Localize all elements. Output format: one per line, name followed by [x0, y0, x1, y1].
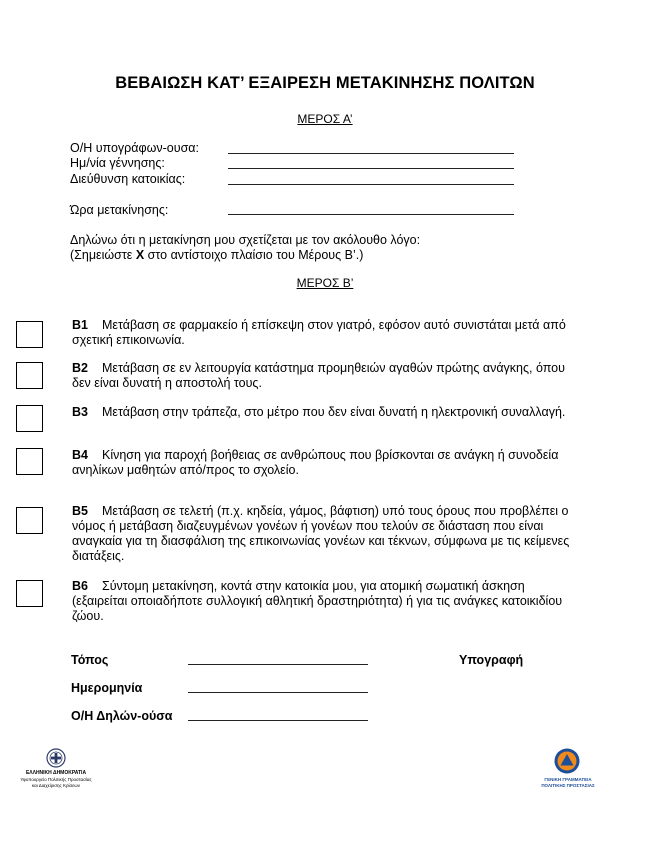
checkbox-b2[interactable]	[16, 362, 43, 389]
option-text: Μετάβαση σε εν λειτουργία κατάστημα προμηθειών αγαθών πρώτης ανάγκης, όπου δεν είναι δυνατή η αποστολή τους.	[72, 361, 565, 390]
birth-date-label: Ημ/νία γέννησης:	[70, 156, 165, 170]
time-line	[228, 214, 514, 215]
part-b-heading: ΜΕΡΟΣ Β’	[296, 276, 354, 290]
date-field[interactable]	[188, 678, 368, 692]
option-b2	[72, 361, 572, 391]
option-code: B6	[72, 579, 88, 593]
option-text: Κίνηση για παροχή βοήθειας σε ανθρώπους που βρίσκονται σε ανάγκη ή συνοδεία ανηλίκων μαθητών από/προς το σχολείο.	[72, 448, 559, 477]
document-title: ΒΕΒΑΙΩΣΗ ΚΑΤ’ ΕΞΑΙΡΕΣΗ ΜΕΤΑΚΙΝΗΣΗΣ ΠΟΛΙΤΩΝ	[115, 74, 535, 92]
place-label: Τόπος	[71, 653, 109, 667]
place-field[interactable]	[188, 650, 368, 664]
option-text: Μετάβαση σε τελετή (π.χ. κηδεία, γάμος, βάφτιση) υπό τους όρους που προβλέπει ο νόμος ή μετάβαση διαζευγμένων γονέων ή γονέων που τελούν σε διάσταση που είναι αναγκαία για τη διασφάλιση της επικοινωνίας γονέων και τέκνων, σύμφωνα με τις κείμενες διατάξεις.	[72, 504, 570, 563]
greek-emblem-icon	[46, 748, 66, 768]
option-b6	[72, 579, 572, 624]
checkbox-b3[interactable]	[16, 405, 43, 432]
left-logo-line-3: και Διαχείρισης Κρίσεων	[31, 783, 81, 788]
option-b1	[72, 318, 572, 348]
declarant-line	[188, 720, 368, 721]
checkbox-b4[interactable]	[16, 448, 43, 475]
declaration-suffix: στο αντίστοιχο πλαίσιο του Μέρους Β’.)	[144, 248, 364, 262]
time-field[interactable]	[228, 201, 514, 215]
birth-date-line	[228, 168, 514, 169]
right-logo-line-2: ΠΟΛΙΤΙΚΗΣ ΠΡΟΣΤΑΣΙΑΣ	[541, 783, 595, 788]
checkbox-b6[interactable]	[16, 580, 43, 607]
option-b3	[72, 405, 572, 420]
signature-label: Υπογραφή	[459, 653, 524, 667]
address-label: Διεύθυνση κατοικίας:	[70, 172, 186, 186]
signer-label: Ο/Η υπογράφων-ουσα:	[70, 141, 199, 155]
declaration-prefix: (Σημειώστε	[70, 248, 136, 262]
option-text: Σύντομη μετακίνηση, κοντά στην κατοικία μου, για ατομική σωματική άσκηση (εξαιρείται οποιαδήποτε συλλογική αθλητική δραστηριότητα) ή για τις ανάγκες κατοικιδίου ζώου.	[72, 579, 563, 623]
civil-protection-logo	[540, 748, 596, 792]
left-logo-line-2: Υφυπουργείο Πολιτικής Προστασίας	[20, 777, 92, 782]
part-a-heading: ΜΕΡΟΣ Α’	[297, 112, 353, 126]
option-code: B1	[72, 318, 88, 332]
checkbox-b1[interactable]	[16, 321, 43, 348]
declarant-label: Ο/Η Δηλών-ούσα	[71, 709, 173, 723]
declaration-line-1: Δηλώνω ότι η μετακίνηση μου σχετίζεται με τον ακόλουθο λόγο:	[70, 233, 421, 247]
option-code: B5	[72, 504, 88, 518]
checkbox-b5[interactable]	[16, 507, 43, 534]
signer-field[interactable]	[228, 140, 514, 154]
option-b5	[72, 504, 572, 564]
right-logo-line-1: ΓΕΝΙΚΗ ΓΡΑΜΜΑΤΕΙΑ	[544, 777, 592, 782]
option-code: B3	[72, 405, 88, 419]
address-field[interactable]	[228, 171, 514, 185]
option-code: B4	[72, 448, 88, 462]
declaration-mark: X	[135, 248, 145, 262]
declarant-field[interactable]	[188, 706, 368, 720]
declaration-line-2	[70, 248, 363, 263]
place-line	[188, 664, 368, 665]
option-text: Μετάβαση στην τράπεζα, στο μέτρο που δεν είναι δυνατή η ηλεκτρονική συναλλαγή.	[101, 405, 566, 419]
left-logo-line-1: ΕΛΛΗΝΙΚΗ ΔΗΜΟΚΡΑΤΙΑ	[25, 770, 87, 776]
time-label: Ώρα μετακίνησης:	[70, 203, 169, 217]
birth-date-field[interactable]	[228, 155, 514, 169]
option-code: B2	[72, 361, 88, 375]
hellenic-republic-logo	[14, 748, 98, 792]
date-line	[188, 692, 368, 693]
option-text: Μετάβαση σε φαρμακείο ή επίσκεψη στον γιατρό, εφόσον αυτό συνιστάται μετά από σχετική επικοινωνία.	[72, 318, 566, 347]
civil-protection-icon	[554, 748, 580, 774]
address-line	[228, 184, 514, 185]
signer-line	[228, 153, 514, 154]
date-label: Ημερομηνία	[71, 681, 143, 695]
option-b4	[72, 448, 572, 478]
